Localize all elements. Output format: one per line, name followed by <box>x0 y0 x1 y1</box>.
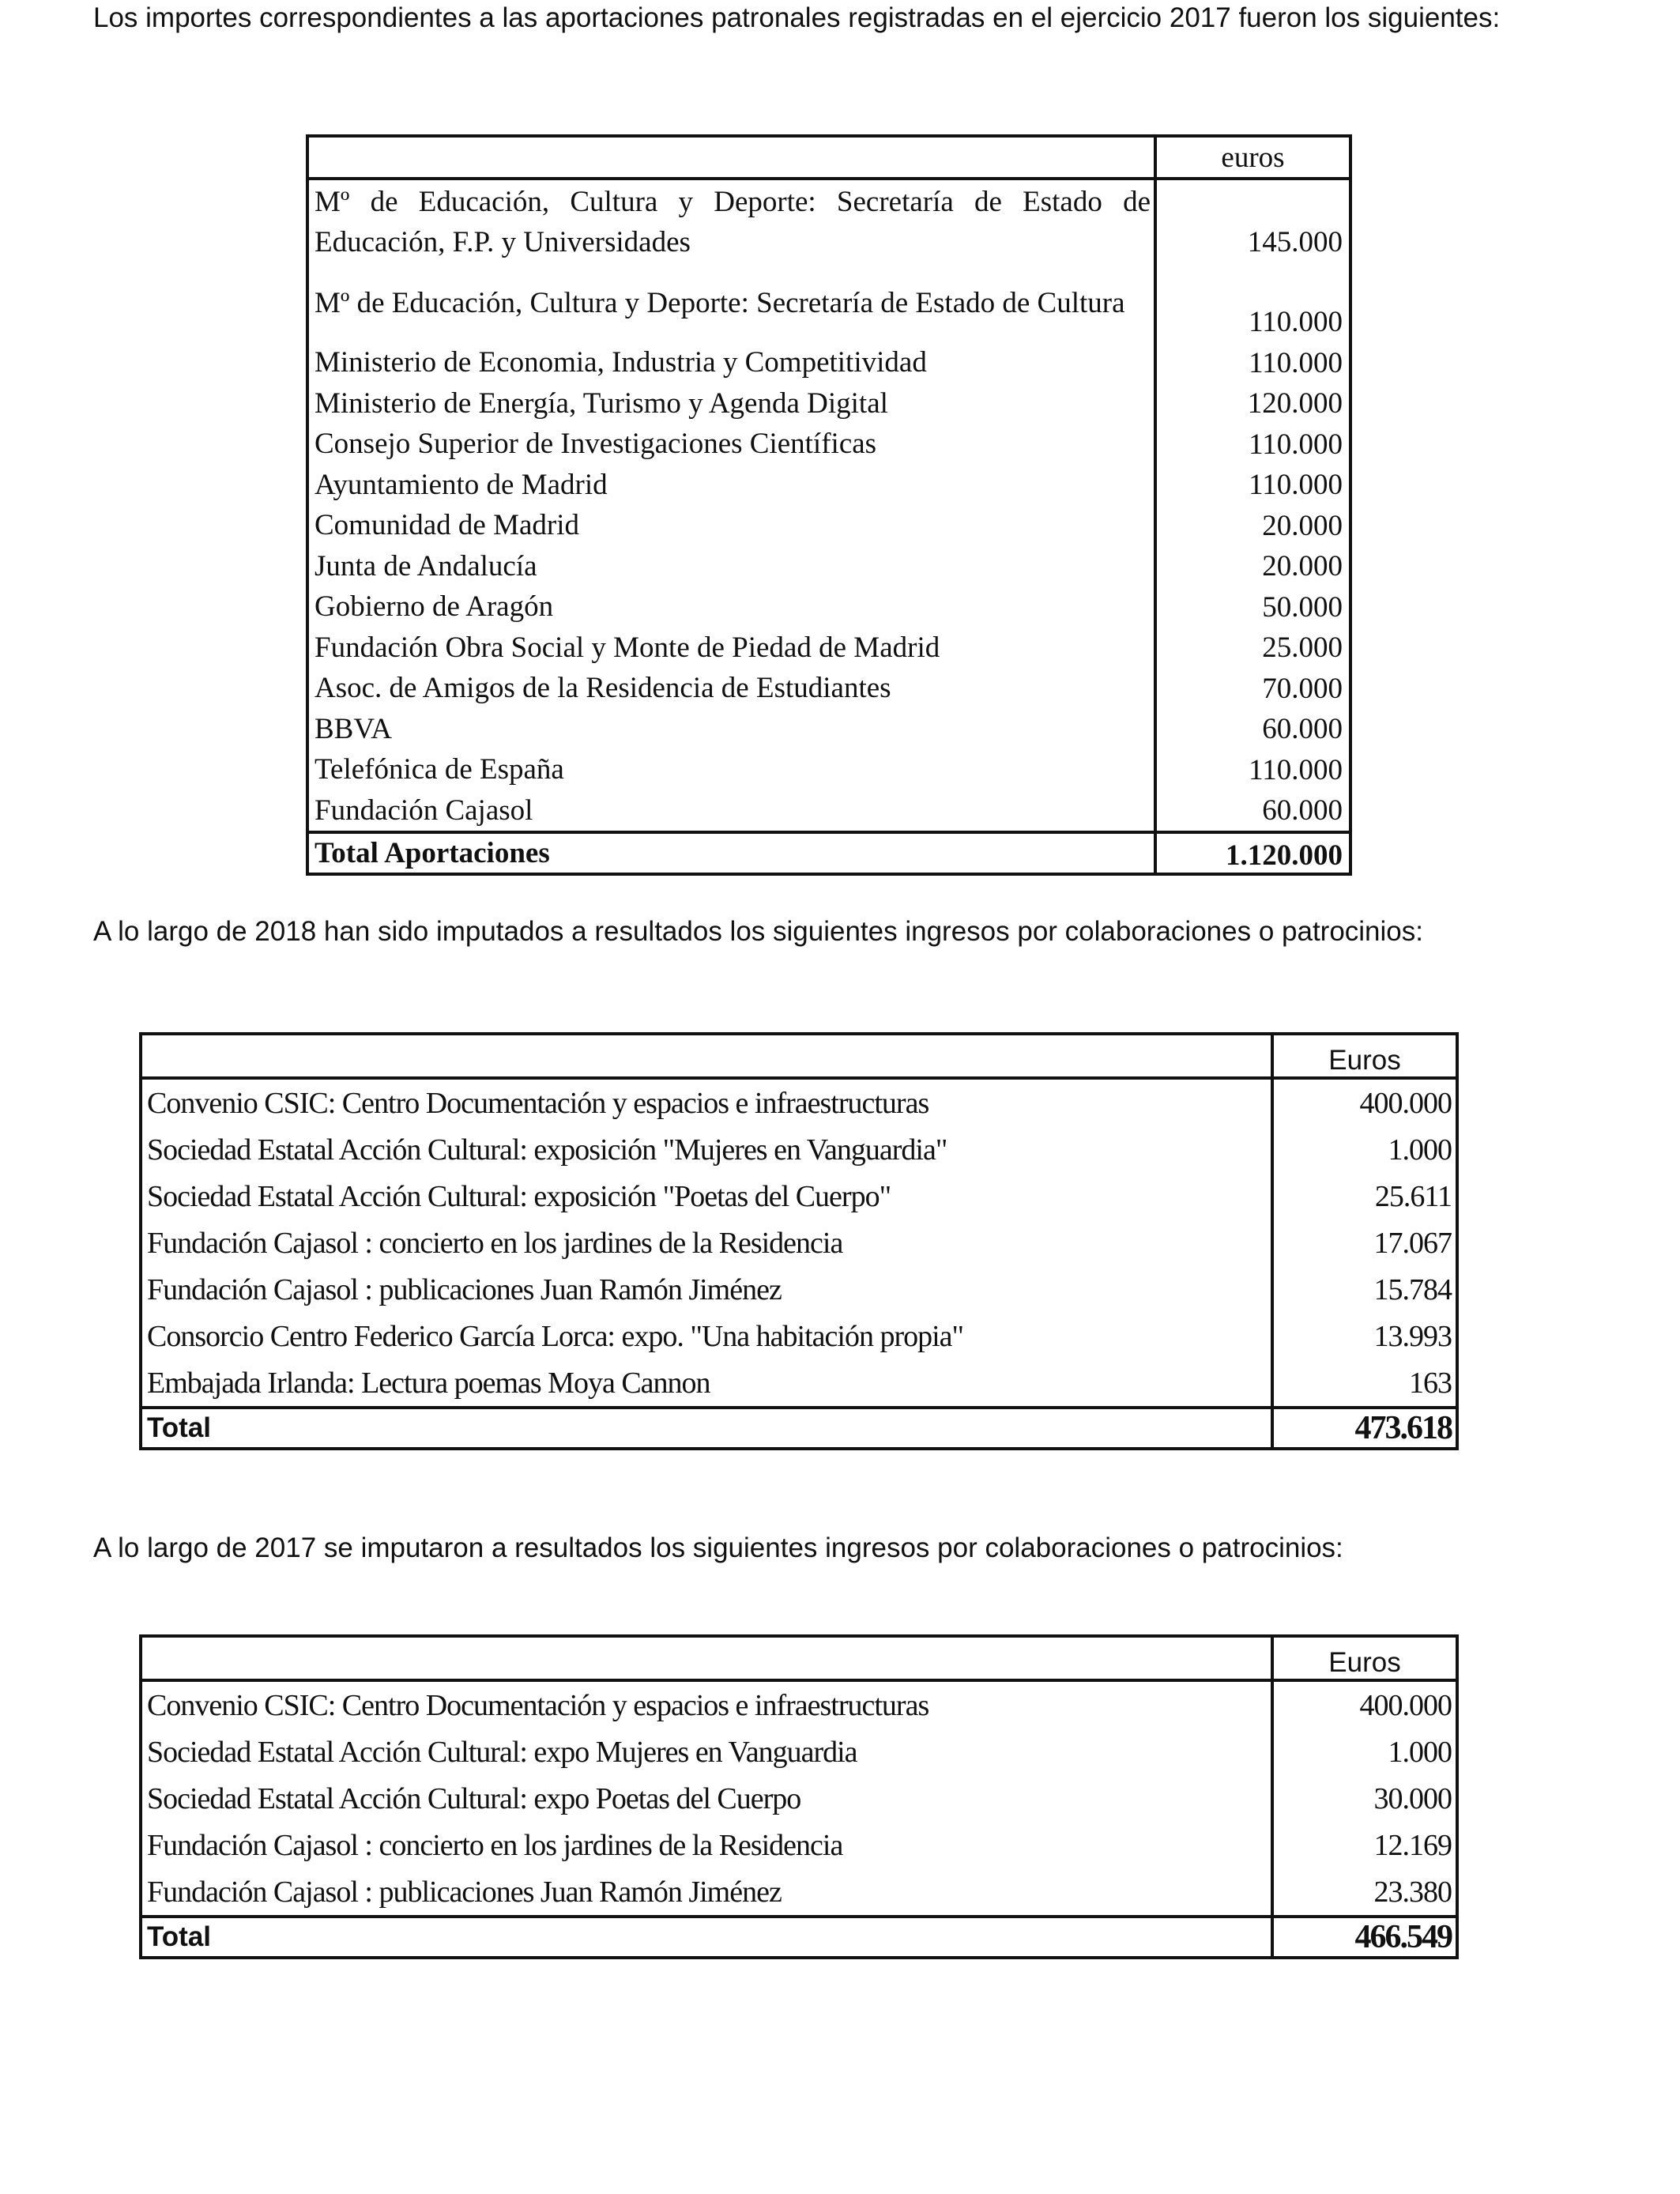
table-row: Ministerio de Economia, Industria y Competitividad 110.000 <box>307 342 1350 383</box>
table-row: Fundación Cajasol : publicaciones Juan Ramón Jiménez 23.380 <box>141 1868 1457 1917</box>
table-row: Comunidad de Madrid 20.000 <box>307 505 1350 546</box>
intro-ingresos-2018: A lo largo de 2018 han sido imputados a resultados los siguientes ingresos por colaboraciones o patrocinios: <box>93 916 1423 947</box>
ingresos-2017-unit-header: Euros <box>1272 1636 1457 1680</box>
ingresos-2018-header-blank <box>141 1034 1272 1078</box>
aportaciones-table <box>306 134 1352 876</box>
total-value: 1.120.000 <box>1155 832 1350 874</box>
table-row: Fundación Obra Social y Monte de Piedad de Madrid 25.000 <box>307 628 1350 669</box>
total-row <box>307 832 1350 874</box>
intro-ingresos-2017: A lo largo de 2017 se imputaron a resultados los siguientes ingresos por colaboraciones o patrocinios: <box>93 1532 1343 1563</box>
table-row: Convenio CSIC: Centro Documentación y espacios e infraestructuras 400.000 <box>141 1078 1457 1126</box>
ingresos-2018-unit-header: Euros <box>1272 1034 1457 1078</box>
ingresos-2018-table <box>139 1032 1459 1450</box>
table-row: Junta de Andalucía 20.000 <box>307 546 1350 587</box>
table-row: Embajada Irlanda: Lectura poemas Moya Cannon 163 <box>141 1359 1457 1408</box>
table-row: Mº de Educación, Cultura y Deporte: Secretaría de Estado de Educación, F.P. y Universidades 145.000 <box>307 179 1350 262</box>
table-row: Asoc. de Amigos de la Residencia de Estudiantes 70.000 <box>307 668 1350 709</box>
table-row: Fundación Cajasol 60.000 <box>307 790 1350 833</box>
table-row: Fundación Cajasol : concierto en los jardines de la Residencia 17.067 <box>141 1220 1457 1266</box>
table-row: Sociedad Estatal Acción Cultural: expo Poetas del Cuerpo 30.000 <box>141 1775 1457 1822</box>
total-label: Total Aportaciones <box>307 832 1155 874</box>
table-row: Ministerio de Energía, Turismo y Agenda Digital 120.000 <box>307 383 1350 424</box>
table-row: Ayuntamiento de Madrid 110.000 <box>307 465 1350 506</box>
table-row: Sociedad Estatal Acción Cultural: expo Mujeres en Vanguardia 1.000 <box>141 1728 1457 1775</box>
table-row: Sociedad Estatal Acción Cultural: exposición "Mujeres en Vanguardia" 1.000 <box>141 1126 1457 1173</box>
table-row: Sociedad Estatal Acción Cultural: exposición "Poetas del Cuerpo" 25.611 <box>141 1173 1457 1220</box>
total-label: Total <box>141 1408 1272 1449</box>
total-row <box>141 1917 1457 1958</box>
intro-aportaciones-2017: Los importes correspondientes a las aportaciones patronales registradas en el ejercicio 2017 fueron los siguientes: <box>93 2 1501 33</box>
table-row: Fundación Cajasol : publicaciones Juan Ramón Jiménez 15.784 <box>141 1266 1457 1313</box>
table-row: Consorcio Centro Federico García Lorca: expo. "Una habitación propia" 13.993 <box>141 1313 1457 1359</box>
aportaciones-header-blank <box>307 136 1155 179</box>
ingresos-2017-header-blank <box>141 1636 1272 1680</box>
total-value: 466.549 <box>1272 1917 1457 1958</box>
table-row: Telefónica de España 110.000 <box>307 749 1350 790</box>
total-row <box>141 1408 1457 1449</box>
table-row: Convenio CSIC: Centro Documentación y espacios e infraestructuras 400.000 <box>141 1680 1457 1728</box>
ingresos-2017-table <box>139 1634 1459 1959</box>
table-row: BBVA 60.000 <box>307 709 1350 750</box>
table-row: Consejo Superior de Investigaciones Científicas 110.000 <box>307 424 1350 465</box>
total-label: Total <box>141 1917 1272 1958</box>
total-value: 473.618 <box>1272 1408 1457 1449</box>
table-row: Mº de Educación, Cultura y Deporte: Secretaría de Estado de Cultura 110.000 <box>307 262 1350 342</box>
table-row: Fundación Cajasol : concierto en los jardines de la Residencia 12.169 <box>141 1822 1457 1868</box>
aportaciones-unit-header: euros <box>1155 136 1350 179</box>
table-row: Gobierno de Aragón 50.000 <box>307 586 1350 628</box>
